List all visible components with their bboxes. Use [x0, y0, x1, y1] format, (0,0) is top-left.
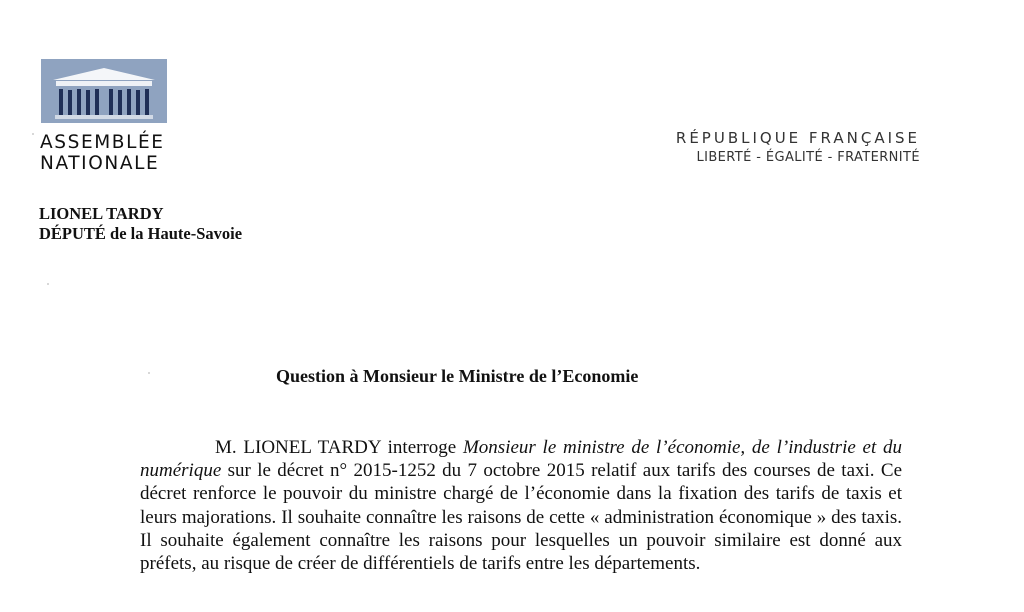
- scan-speck: [148, 372, 150, 374]
- scan-speck: [47, 283, 49, 285]
- deputy-name: M. LIONEL TARDY: [215, 437, 381, 458]
- logo-wordmark: [40, 132, 165, 174]
- scan-speck: [32, 133, 34, 135]
- question-text: sur le décret n° 2015-1252 du 7 octobre 2015 relatif aux tarifs des courses de taxi. Ce décret renforce le pouvoir du ministre chargé de l’économie dans la fixation des tarifs de taxis et leurs majorations. Il souhaite connaître les raisons de cette « administration économique » des taxis. Il souhaite également connaître les raisons pour lesquelles un pouvoir similaire est donné aux préfets, au risque de créer de différentiels de tarifs entre les départements.: [140, 460, 902, 575]
- logo-line-assemblee: ASSEMBLÉE: [40, 132, 165, 153]
- minister-addressee: Monsieur le ministre de l’économie, de l’industrie et du numérique: [140, 437, 902, 482]
- building-icon: [41, 59, 167, 123]
- author-name: LIONEL TARDY: [39, 204, 164, 223]
- question-body: [140, 436, 902, 575]
- republique-francaise: RÉPUBLIQUE FRANÇAISE: [675, 129, 920, 147]
- question-title: Question à Monsieur le Ministre de l’Economie: [276, 366, 639, 386]
- republic-heading: [676, 128, 920, 168]
- republic-motto: LIBERTÉ - ÉGALITÉ - FRATERNITÉ: [696, 150, 920, 165]
- author-block: [39, 204, 242, 244]
- assemblee-nationale-logo-icon: [41, 59, 167, 123]
- logo-line-nationale: NATIONALE: [40, 153, 160, 174]
- author-title: DÉPUTÉ de la Haute-Savoie: [39, 224, 243, 243]
- question-verb: interroge: [380, 437, 463, 458]
